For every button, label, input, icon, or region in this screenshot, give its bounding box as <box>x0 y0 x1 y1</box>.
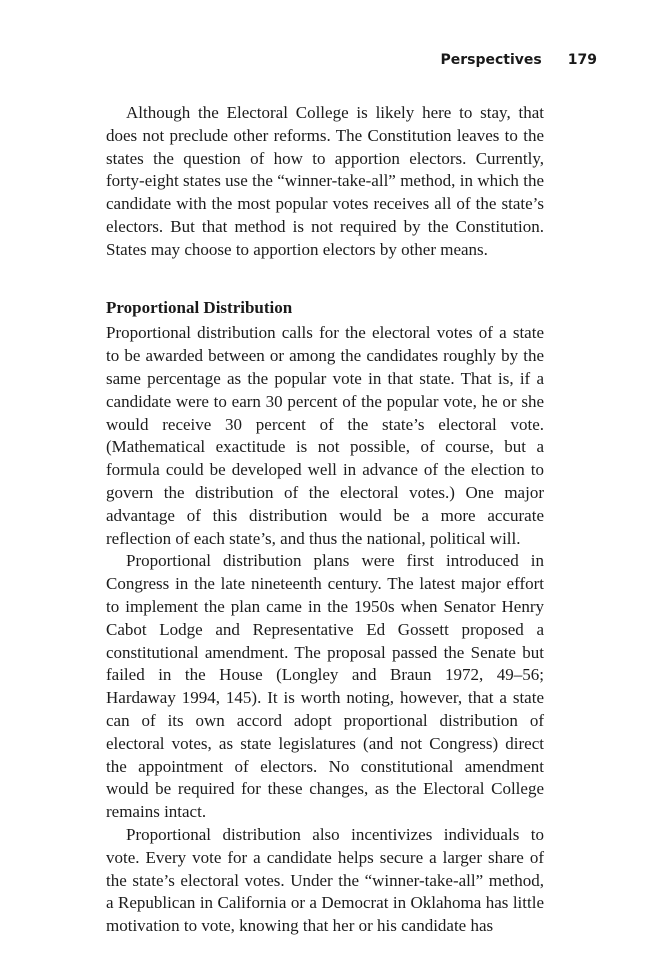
page-number: 179 <box>567 52 597 68</box>
body-text <box>106 102 544 938</box>
section-paragraph-3: Proportional distribution also incentivizes individuals to vote. Every vote for a candidate helps secure a larger share of the state’s electoral votes. Under the “winner-take-all” method, a Republican in California or a Democrat in Oklahoma has little motivation to vote, knowing that her or his candidate has <box>106 824 544 936</box>
running-head <box>441 52 598 68</box>
intro-paragraph: Although the Electoral College is likely here to stay, that does not preclude other reforms. The Constitution leaves to the states the question of how to apportion electors. Currently, forty-eight states use the “winner-take-all” method, in which the candidate with the most popular votes receives all of the state’s electors. But that method is not required by the Constitution. States may choose to apportion electors by other means. <box>106 103 544 259</box>
section-heading: Proportional Distribution <box>106 297 293 317</box>
running-head-title: Perspectives <box>440 52 542 68</box>
section-paragraph-2: Proportional distribution plans were first introduced in Congress in the late nineteenth century. The latest major effort to implement the plan came in the 1950s when Senator Henry Cabot Lodge and Representative Ed Gossett proposed a constitutional amendment. The proposal passed the Senate but failed in the House (Longley and Braun 1972, 49–56; Hardaway 1994, 145). It is worth noting, however, that a state can of its own accord adopt proportional distribution of electoral votes, as state legislatures (and not Congress) direct the appointment of electors. No constitutional amendment would be required for these changes, as the Electoral College remains intact. <box>106 551 544 822</box>
section-paragraph-1: Proportional distribution calls for the electoral votes of a state to be awarded between or among the candidates roughly by the same percentage as the popular vote in that state. That is, if a candidate were to earn 30 percent of the popular vote, he or she would receive 30 percent of the state’s electoral vote. (Mathematical exactitude is not possible, of course, but a formula could be developed well in advance of the election to govern the distribution of the electoral votes.) One major advantage of this distribution would be a more accurate reflection of each state’s, and thus the national, political will. <box>106 323 544 548</box>
